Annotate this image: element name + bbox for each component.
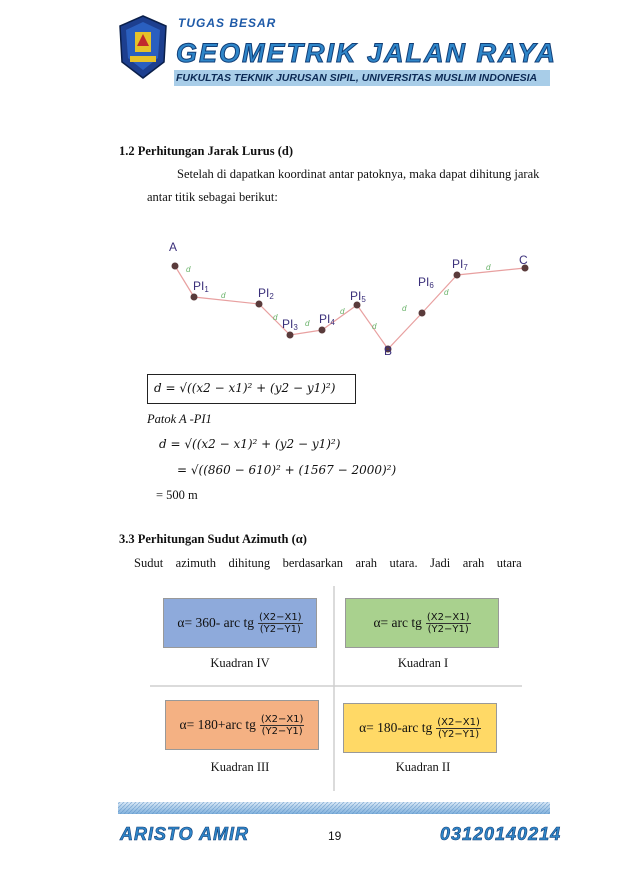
label-pi5: PI5: [350, 289, 366, 304]
page-number: 19: [328, 829, 342, 843]
footer-bar: [118, 800, 550, 816]
label-a: A: [169, 240, 178, 254]
distance-formula-box: [147, 374, 356, 404]
svg-text:d: d: [444, 288, 449, 297]
footer-author: ARISTO AMIR: [120, 824, 250, 844]
quadrant-iii-expr: α= 180+arc tg: [179, 717, 256, 732]
quadrant-ii-expr: α= 180-arc tg: [359, 720, 433, 735]
formula-line-2: = √((860 − 610)² + (1567 − 2000)²): [177, 463, 397, 477]
point-pi2: [256, 301, 263, 308]
quadrant-i-expr: α= arc tg: [373, 615, 422, 630]
svg-text:d: d: [221, 291, 226, 300]
point-pi7: [454, 272, 461, 279]
label-pi3: PI3: [282, 317, 298, 332]
label-pi2: PI2: [258, 286, 274, 301]
section-heading-1: 1.2 Perhitungan Jarak Lurus (d): [119, 144, 293, 158]
quadrant-iv-label: Kuadran IV: [210, 656, 270, 670]
svg-text:d: d: [486, 263, 491, 272]
svg-text:d: d: [305, 319, 310, 328]
alignment-diagram: [160, 236, 540, 364]
quadrant-ii-label: Kuadran II: [395, 760, 451, 774]
label-pi7: PI7: [452, 257, 468, 272]
label-b: B: [384, 344, 393, 358]
label-pi4: PI4: [319, 312, 335, 327]
quadrant-i-box: [345, 598, 499, 648]
quadrant-iii-box: [165, 700, 319, 750]
label-pi1: PI1: [193, 279, 209, 294]
header-kicker: TUGAS BESAR: [178, 16, 277, 30]
quadrant-iv-box: [163, 598, 317, 648]
formula-result: = 500 m: [156, 488, 198, 502]
svg-text:d: d: [186, 265, 191, 274]
svg-text:d: d: [273, 313, 278, 322]
university-logo: [118, 14, 168, 80]
formula-line-1: d = √((x2 − x1)² + (y2 − y1)²): [159, 437, 341, 451]
quadrant-iii-label: Kuadran III: [210, 760, 270, 774]
point-pi1: [191, 294, 198, 301]
distance-formula: d = √((x2 − x1)² + (y2 − y1)²): [154, 381, 336, 395]
azimuth-paragraph: Sudut azimuth dihitung berdasarkan arah utara. Jadi arah utara: [134, 556, 522, 570]
quadrant-ii-box: [343, 703, 497, 753]
paragraph-line-2: antar titik sebagai berikut:: [147, 190, 278, 204]
label-c: C: [519, 253, 528, 267]
point-a: [172, 263, 179, 270]
svg-text:d: d: [340, 307, 345, 316]
quadrant-iv-expr: α= 360- arc tg: [177, 615, 254, 630]
point-pi3: [287, 332, 294, 339]
quadrant-i-label: Kuadran I: [397, 656, 449, 670]
section-heading-2: 3.3 Perhitungan Sudut Azimuth (α): [119, 532, 307, 546]
svg-text:d: d: [402, 304, 407, 313]
patok-label: Patok A -PI1: [147, 412, 212, 426]
header-subtitle: FUKULTAS TEKNIK JURUSAN SIPIL, UNIVERSITAS MUSLIM INDONESIA: [176, 72, 538, 84]
quadrant-ii-fraction: $\frac{(X2-X1)}{(Y2-Y1)}$: [437, 716, 480, 740]
quadrant-i-fraction: $\frac{(X2-X1)}{(Y2-Y1)}$: [426, 611, 470, 635]
quadrant-iii-fraction: $\frac{(X2-X1)}{(Y2-Y1)}$: [260, 713, 304, 737]
label-pi6: PI6: [418, 275, 434, 290]
paragraph-line-1: Setelah di dapatkan koordinat antar patoknya, maka dapat dihitung jarak: [177, 167, 540, 181]
footer-student-id: 03120140214: [440, 824, 562, 844]
svg-text:d: d: [372, 322, 377, 331]
quadrant-iv-fraction: $\frac{(X2-X1)}{(Y2-Y1)}$: [258, 611, 302, 635]
point-pi6: [419, 310, 426, 317]
header-title: GEOMETRIK JALAN RAYA: [176, 38, 558, 68]
point-pi4: [319, 327, 326, 334]
